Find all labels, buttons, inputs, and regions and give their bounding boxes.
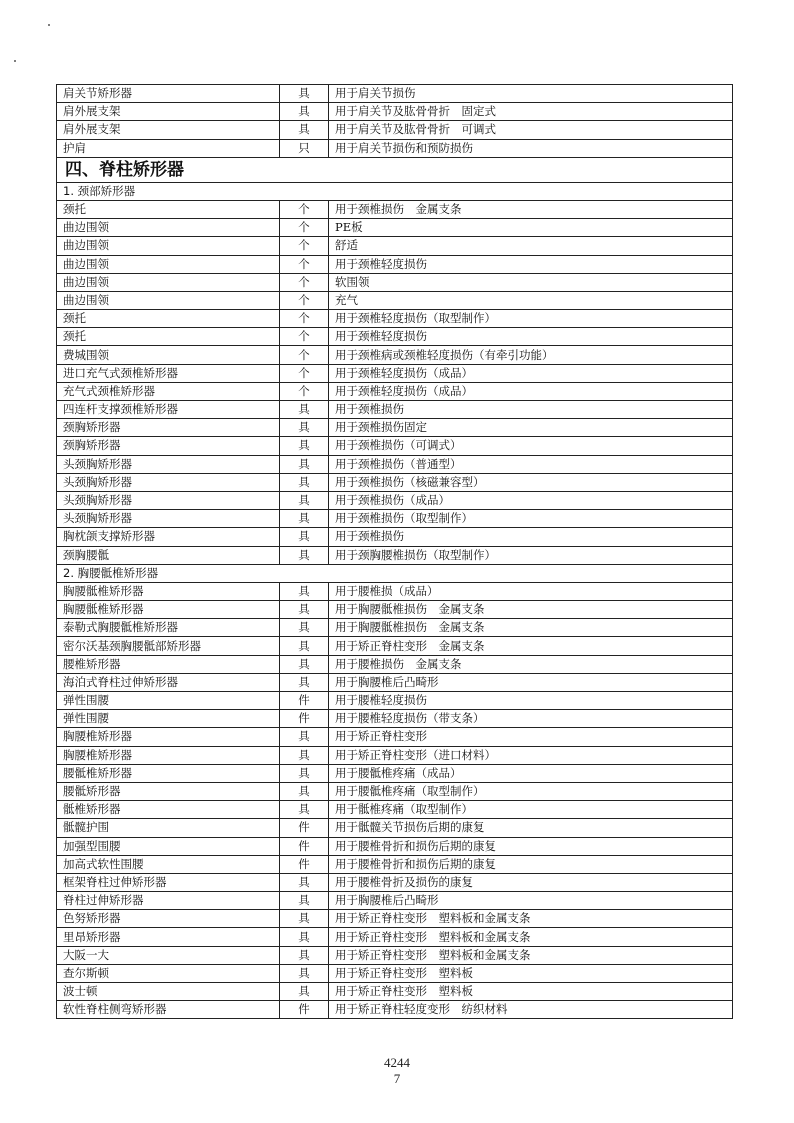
table-row (57, 819, 733, 837)
item-unit: 个 (280, 200, 329, 218)
item-unit: 具 (280, 983, 329, 1001)
document-code: 4244 (384, 1055, 410, 1070)
item-unit: 个 (280, 273, 329, 291)
item-description: 用于颈椎损伤 金属支条 (329, 200, 733, 218)
item-description: 用于腰椎损（成品） (329, 582, 733, 600)
item-description: 用于肩关节损伤和预防损伤 (329, 139, 733, 157)
item-unit: 件 (280, 710, 329, 728)
item-name: 密尔沃基颈胸腰骶部矫形器 (57, 637, 280, 655)
item-name: 查尔斯顿 (57, 964, 280, 982)
table-row (57, 601, 733, 619)
item-name: 脊柱过伸矫形器 (57, 892, 280, 910)
table-row (57, 928, 733, 946)
item-description: 用于矫正脊柱轻度变形 纺织材料 (329, 1001, 733, 1019)
table-row (57, 801, 733, 819)
item-name: 头颈胸矫形器 (57, 455, 280, 473)
item-unit: 具 (280, 764, 329, 782)
item-name: 头颈胸矫形器 (57, 510, 280, 528)
table-row (57, 873, 733, 891)
item-name: 费城围领 (57, 346, 280, 364)
item-unit: 具 (280, 801, 329, 819)
item-unit: 具 (280, 619, 329, 637)
item-unit: 具 (280, 419, 329, 437)
item-name: 颈托 (57, 310, 280, 328)
table-row (57, 964, 733, 982)
item-description: 软围领 (329, 273, 733, 291)
item-name: 胸腰骶椎矫形器 (57, 582, 280, 600)
item-description: 用于矫正脊柱变形 金属支条 (329, 637, 733, 655)
item-name: 曲边围领 (57, 219, 280, 237)
subsection-title-thoracolumbar: 2. 胸腰骶椎矫形器 (57, 564, 733, 582)
table-row (57, 855, 733, 873)
item-description: 用于颈椎损伤（普通型） (329, 455, 733, 473)
table-row (57, 364, 733, 382)
item-description: 用于矫正脊柱变形 塑料板 (329, 983, 733, 1001)
item-unit: 件 (280, 837, 329, 855)
section-title-row (57, 157, 733, 182)
item-name: 进口充气式颈椎矫形器 (57, 364, 280, 382)
item-unit: 件 (280, 855, 329, 873)
item-description: 用于颈椎损伤（核磁兼容型） (329, 473, 733, 491)
item-description: 用于颈椎损伤（取型制作） (329, 510, 733, 528)
table-row (57, 401, 733, 419)
item-name: 胸枕颌支撑矫形器 (57, 528, 280, 546)
item-name: 曲边围领 (57, 273, 280, 291)
item-name: 曲边围领 (57, 291, 280, 309)
table-row (57, 510, 733, 528)
item-unit: 具 (280, 746, 329, 764)
item-description: 用于胸腰椎后凸畸形 (329, 892, 733, 910)
item-description: 用于矫正脊柱变形 塑料板和金属支条 (329, 910, 733, 928)
item-unit: 具 (280, 673, 329, 691)
table-row (57, 619, 733, 637)
item-name: 胸腰椎矫形器 (57, 728, 280, 746)
item-name: 弹性围腰 (57, 710, 280, 728)
item-name: 骶髋护围 (57, 819, 280, 837)
item-unit: 具 (280, 546, 329, 564)
item-unit: 具 (280, 103, 329, 121)
subsection-title-cervical-row (57, 182, 733, 200)
item-unit: 具 (280, 601, 329, 619)
item-name: 腰椎矫形器 (57, 655, 280, 673)
item-name: 肩外展支架 (57, 121, 280, 139)
table-row (57, 983, 733, 1001)
table-row (57, 273, 733, 291)
item-name: 泰勒式胸腰骶椎矫形器 (57, 619, 280, 637)
item-description: 用于颈椎损伤 (329, 528, 733, 546)
table-row (57, 328, 733, 346)
table-row (57, 528, 733, 546)
item-description: 用于腰骶椎疼痛（取型制作） (329, 782, 733, 800)
table-row (57, 673, 733, 691)
item-description: 用于腰椎损伤 金属支条 (329, 655, 733, 673)
item-name: 颈托 (57, 200, 280, 218)
item-unit: 个 (280, 255, 329, 273)
table-row (57, 455, 733, 473)
item-description: 用于矫正脊柱变形 塑料板和金属支条 (329, 928, 733, 946)
item-unit: 具 (280, 121, 329, 139)
item-unit: 具 (280, 85, 329, 103)
item-description: 用于肩关节损伤 (329, 85, 733, 103)
subsection-title-cervical: 1. 颈部矫形器 (57, 182, 733, 200)
item-name: 腰骶矫形器 (57, 782, 280, 800)
item-description: 用于骶髋关节损伤后期的康复 (329, 819, 733, 837)
item-description: 用于颈椎轻度损伤 (329, 328, 733, 346)
item-unit: 具 (280, 964, 329, 982)
item-unit: 具 (280, 528, 329, 546)
item-name: 弹性围腰 (57, 692, 280, 710)
table-row (57, 346, 733, 364)
item-description: 用于腰骶椎疼痛（成品） (329, 764, 733, 782)
item-name: 头颈胸矫形器 (57, 473, 280, 491)
item-unit: 具 (280, 873, 329, 891)
table-row (57, 491, 733, 509)
item-description: 用于腰椎骨折及损伤的康复 (329, 873, 733, 891)
table-row (57, 291, 733, 309)
item-unit: 具 (280, 655, 329, 673)
item-name: 充气式颈椎矫形器 (57, 382, 280, 400)
table-row (57, 382, 733, 400)
item-description: 用于矫正脊柱变形（进口材料） (329, 746, 733, 764)
item-unit: 具 (280, 910, 329, 928)
item-description: 用于颈椎轻度损伤（成品） (329, 364, 733, 382)
item-unit: 具 (280, 455, 329, 473)
item-name: 曲边围领 (57, 255, 280, 273)
item-name: 肩关节矫形器 (57, 85, 280, 103)
item-unit: 个 (280, 237, 329, 255)
table-row (57, 710, 733, 728)
item-description: 用于颈椎轻度损伤 (329, 255, 733, 273)
item-description: 用于胸腰椎后凸畸形 (329, 673, 733, 691)
table-row (57, 473, 733, 491)
table-row (57, 764, 733, 782)
item-name: 头颈胸矫形器 (57, 491, 280, 509)
item-name: 海泊式脊柱过伸矫形器 (57, 673, 280, 691)
item-unit: 具 (280, 491, 329, 509)
table-row (57, 728, 733, 746)
table-row (57, 85, 733, 103)
table-row (57, 782, 733, 800)
item-unit: 具 (280, 782, 329, 800)
item-unit: 具 (280, 582, 329, 600)
item-description: 用于腰椎轻度损伤 (329, 692, 733, 710)
item-unit: 具 (280, 637, 329, 655)
table-row (57, 946, 733, 964)
item-name: 加强型围腰 (57, 837, 280, 855)
item-unit: 具 (280, 728, 329, 746)
item-unit: 件 (280, 1001, 329, 1019)
table-row (57, 255, 733, 273)
item-unit: 个 (280, 328, 329, 346)
item-unit: 件 (280, 692, 329, 710)
table-row (57, 219, 733, 237)
item-name: 软性脊柱侧弯矫形器 (57, 1001, 280, 1019)
item-name: 四连杆支撑颈椎矫形器 (57, 401, 280, 419)
table-row (57, 103, 733, 121)
scan-speck (48, 24, 50, 26)
item-unit: 具 (280, 946, 329, 964)
item-name: 骶椎矫形器 (57, 801, 280, 819)
table-row (57, 237, 733, 255)
item-unit: 具 (280, 510, 329, 528)
item-description: 用于矫正脊柱变形 塑料板 (329, 964, 733, 982)
item-description: 用于颈椎损伤 (329, 401, 733, 419)
item-description: 用于矫正脊柱变形 塑料板和金属支条 (329, 946, 733, 964)
table-row (57, 139, 733, 157)
item-name: 曲边围领 (57, 237, 280, 255)
item-name: 加高式软性围腰 (57, 855, 280, 873)
table-row (57, 310, 733, 328)
item-description: 用于肩关节及肱骨骨折 可调式 (329, 121, 733, 139)
table-row (57, 692, 733, 710)
item-unit: 具 (280, 928, 329, 946)
item-description: 用于颈胸腰椎损伤（取型制作） (329, 546, 733, 564)
item-name: 胸腰椎矫形器 (57, 746, 280, 764)
item-description: 用于颈椎轻度损伤（成品） (329, 382, 733, 400)
table-row (57, 200, 733, 218)
scan-speck (14, 60, 16, 62)
item-unit: 个 (280, 219, 329, 237)
item-name: 颈胸矫形器 (57, 437, 280, 455)
item-description: 用于腰椎轻度损伤（带支条） (329, 710, 733, 728)
item-name: 护肩 (57, 139, 280, 157)
item-unit: 个 (280, 291, 329, 309)
item-unit: 具 (280, 401, 329, 419)
item-description: 用于颈椎轻度损伤（取型制作） (329, 310, 733, 328)
table-body (57, 85, 733, 1019)
table-row (57, 837, 733, 855)
item-description: 用于骶椎疼痛（取型制作） (329, 801, 733, 819)
table-row (57, 582, 733, 600)
item-unit: 个 (280, 310, 329, 328)
item-unit: 个 (280, 364, 329, 382)
item-description: 充气 (329, 291, 733, 309)
item-description: 用于腰椎骨折和损伤后期的康复 (329, 837, 733, 855)
table-row (57, 655, 733, 673)
item-name: 大阪一大 (57, 946, 280, 964)
table-row (57, 546, 733, 564)
item-description: 用于矫正脊柱变形 (329, 728, 733, 746)
item-name: 颈托 (57, 328, 280, 346)
item-description: PE板 (329, 219, 733, 237)
item-description: 用于腰椎骨折和损伤后期的康复 (329, 855, 733, 873)
item-unit: 个 (280, 382, 329, 400)
item-name: 颈胸腰骶 (57, 546, 280, 564)
table-row (57, 437, 733, 455)
item-name: 肩外展支架 (57, 103, 280, 121)
item-name: 腰骶椎矫形器 (57, 764, 280, 782)
item-description: 用于胸腰骶椎损伤 金属支条 (329, 601, 733, 619)
item-description: 用于颈椎损伤（成品） (329, 491, 733, 509)
table-row (57, 1001, 733, 1019)
device-catalog-table (56, 84, 733, 1019)
item-description: 舒适 (329, 237, 733, 255)
table-row (57, 892, 733, 910)
item-unit: 件 (280, 819, 329, 837)
item-name: 里昂矫形器 (57, 928, 280, 946)
item-unit: 具 (280, 473, 329, 491)
item-description: 用于胸腰骶椎损伤 金属支条 (329, 619, 733, 637)
table-row (57, 419, 733, 437)
section-title: 四、脊柱矫形器 (57, 157, 733, 182)
item-description: 用于颈椎病或颈椎轻度损伤（有牵引功能） (329, 346, 733, 364)
item-description: 用于肩关节及肱骨骨折 固定式 (329, 103, 733, 121)
item-description: 用于颈椎损伤固定 (329, 419, 733, 437)
item-name: 波士顿 (57, 983, 280, 1001)
subsection-title-thoracolumbar-row (57, 564, 733, 582)
table-row (57, 637, 733, 655)
item-unit: 具 (280, 892, 329, 910)
item-name: 色努矫形器 (57, 910, 280, 928)
table-row (57, 121, 733, 139)
item-unit: 个 (280, 346, 329, 364)
item-unit: 具 (280, 437, 329, 455)
table-row (57, 910, 733, 928)
item-name: 胸腰骶椎矫形器 (57, 601, 280, 619)
item-description: 用于颈椎损伤（可调式） (329, 437, 733, 455)
table-row (57, 746, 733, 764)
page-number: 7 (393, 1071, 401, 1086)
item-unit: 只 (280, 139, 329, 157)
item-name: 框架脊柱过伸矫形器 (57, 873, 280, 891)
item-name: 颈胸矫形器 (57, 419, 280, 437)
